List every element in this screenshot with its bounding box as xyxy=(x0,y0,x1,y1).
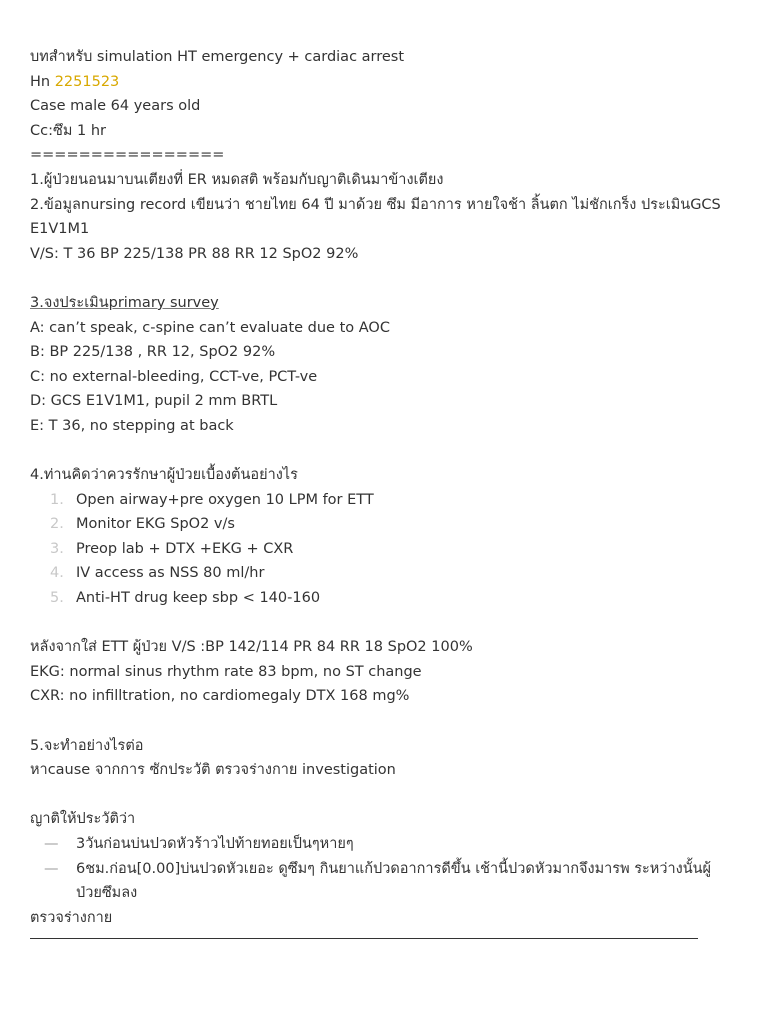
primary-b: B: BP 225/138 , RR 12, SpO2 92% xyxy=(30,344,276,361)
after-ett-vitals: หลังจากใส่ ETT ผู้ป่วย V/S :BP 142/114 PR 84 RR 18 SpO2 100% xyxy=(30,639,473,656)
list-text: 6ชม.ก่อน[0.00]บ่นปวดหัวเยอะ ดูซึมๆ กินยาแก้ปวดอาการดีขึ้น เช้านี้ปวดหัวมากจึงมารพ ระหว่างนั้นผู้ป่วยซึมลง xyxy=(76,860,712,902)
item-2: 2.ข้อมูลnursing record เขียนว่า ชายไทย 64 ปี มาด้วย ซึม มีอาการ หายใจช้า ลิ้นตก ไม่ชักเกร็ง ประเมินGCS E1V1M1 xyxy=(30,196,721,238)
spacer xyxy=(30,709,730,734)
spacer xyxy=(30,266,730,291)
list-text: IV access as NSS 80 ml/hr xyxy=(76,565,265,582)
list-text: Preop lab + DTX +EKG + CXR xyxy=(76,540,294,557)
primary-survey-heading: 3.จงประเมินprimary survey xyxy=(30,294,219,311)
next-step-heading: 5.จะทำอย่างไรต่อ xyxy=(30,737,144,754)
list-item xyxy=(30,832,730,857)
history-heading: ญาติให้ประวัติว่า xyxy=(30,811,136,828)
list-text: Monitor EKG SpO2 v/s xyxy=(76,516,235,533)
dash-bullet: — xyxy=(44,836,59,852)
primary-e: E: T 36, no stepping at back xyxy=(30,417,234,434)
list-item xyxy=(30,561,730,586)
horizontal-rule xyxy=(30,938,698,939)
ekg-result: EKG: normal sinus rhythm rate 83 bpm, no ST change xyxy=(30,663,422,680)
case-line: Case male 64 years old xyxy=(30,98,201,115)
treatment-list xyxy=(30,488,730,611)
list-item xyxy=(30,537,730,562)
list-number: 1. xyxy=(50,491,64,508)
spacer xyxy=(30,783,730,808)
list-item xyxy=(30,488,730,513)
hn-value: 2251523 xyxy=(54,73,120,90)
list-number: 4. xyxy=(50,565,64,582)
primary-a: A: can’t speak, c-spine can’t evaluate due to AOC xyxy=(30,319,390,336)
primary-d: D: GCS E1V1M1, pupil 2 mm BRTL xyxy=(30,393,278,410)
primary-c: C: no external-bleeding, CCT-ve, PCT-ve xyxy=(30,368,318,385)
doc-title: บทสำหรับ simulation HT emergency + cardiac arrest xyxy=(30,49,405,65)
spacer xyxy=(30,439,730,464)
list-item xyxy=(30,512,730,537)
history-list xyxy=(30,832,730,906)
physical-exam-heading: ตรวจร่างกาย xyxy=(30,909,113,926)
dash-bullet: — xyxy=(44,860,59,877)
list-number: 3. xyxy=(50,540,64,557)
next-step-text: หาcause จากการ ซักประวัติ ตรวจร่างกาย investigation xyxy=(30,762,396,779)
list-text: Open airway+pre oxygen 10 LPM for ETT xyxy=(76,491,374,508)
document-body xyxy=(30,45,730,930)
spacer xyxy=(30,611,730,636)
list-text: 3วันก่อนบ่นปวดหัวร้าวไปท้ายทอยเป็นๆหายๆ xyxy=(76,836,354,852)
vital-signs: V/S: T 36 BP 225/138 PR 88 RR 12 SpO2 92% xyxy=(30,245,359,262)
list-number: 5. xyxy=(50,590,64,607)
chief-complaint: Cc:ซึม 1 hr xyxy=(30,122,106,139)
hn-label: Hn xyxy=(30,73,55,90)
treatment-heading: 4.ท่านคิดว่าควรรักษาผู้ป่วยเบื้องต้นอย่างไร xyxy=(30,467,298,484)
list-item xyxy=(30,586,730,611)
cxr-result: CXR: no infilltration, no cardiomegaly DTX 168 mg% xyxy=(30,688,410,705)
item-1: 1.ผู้ป่วยนอนมาบนเตียงที่ ER หมดสติ พร้อมกับญาติเดินมาข้างเตียง xyxy=(30,171,444,188)
list-number: 2. xyxy=(50,516,64,533)
list-item xyxy=(30,857,730,906)
list-text: Anti-HT drug keep sbp < 140-160 xyxy=(76,590,321,607)
separator: ================ xyxy=(30,147,225,164)
hn-line xyxy=(30,70,730,95)
